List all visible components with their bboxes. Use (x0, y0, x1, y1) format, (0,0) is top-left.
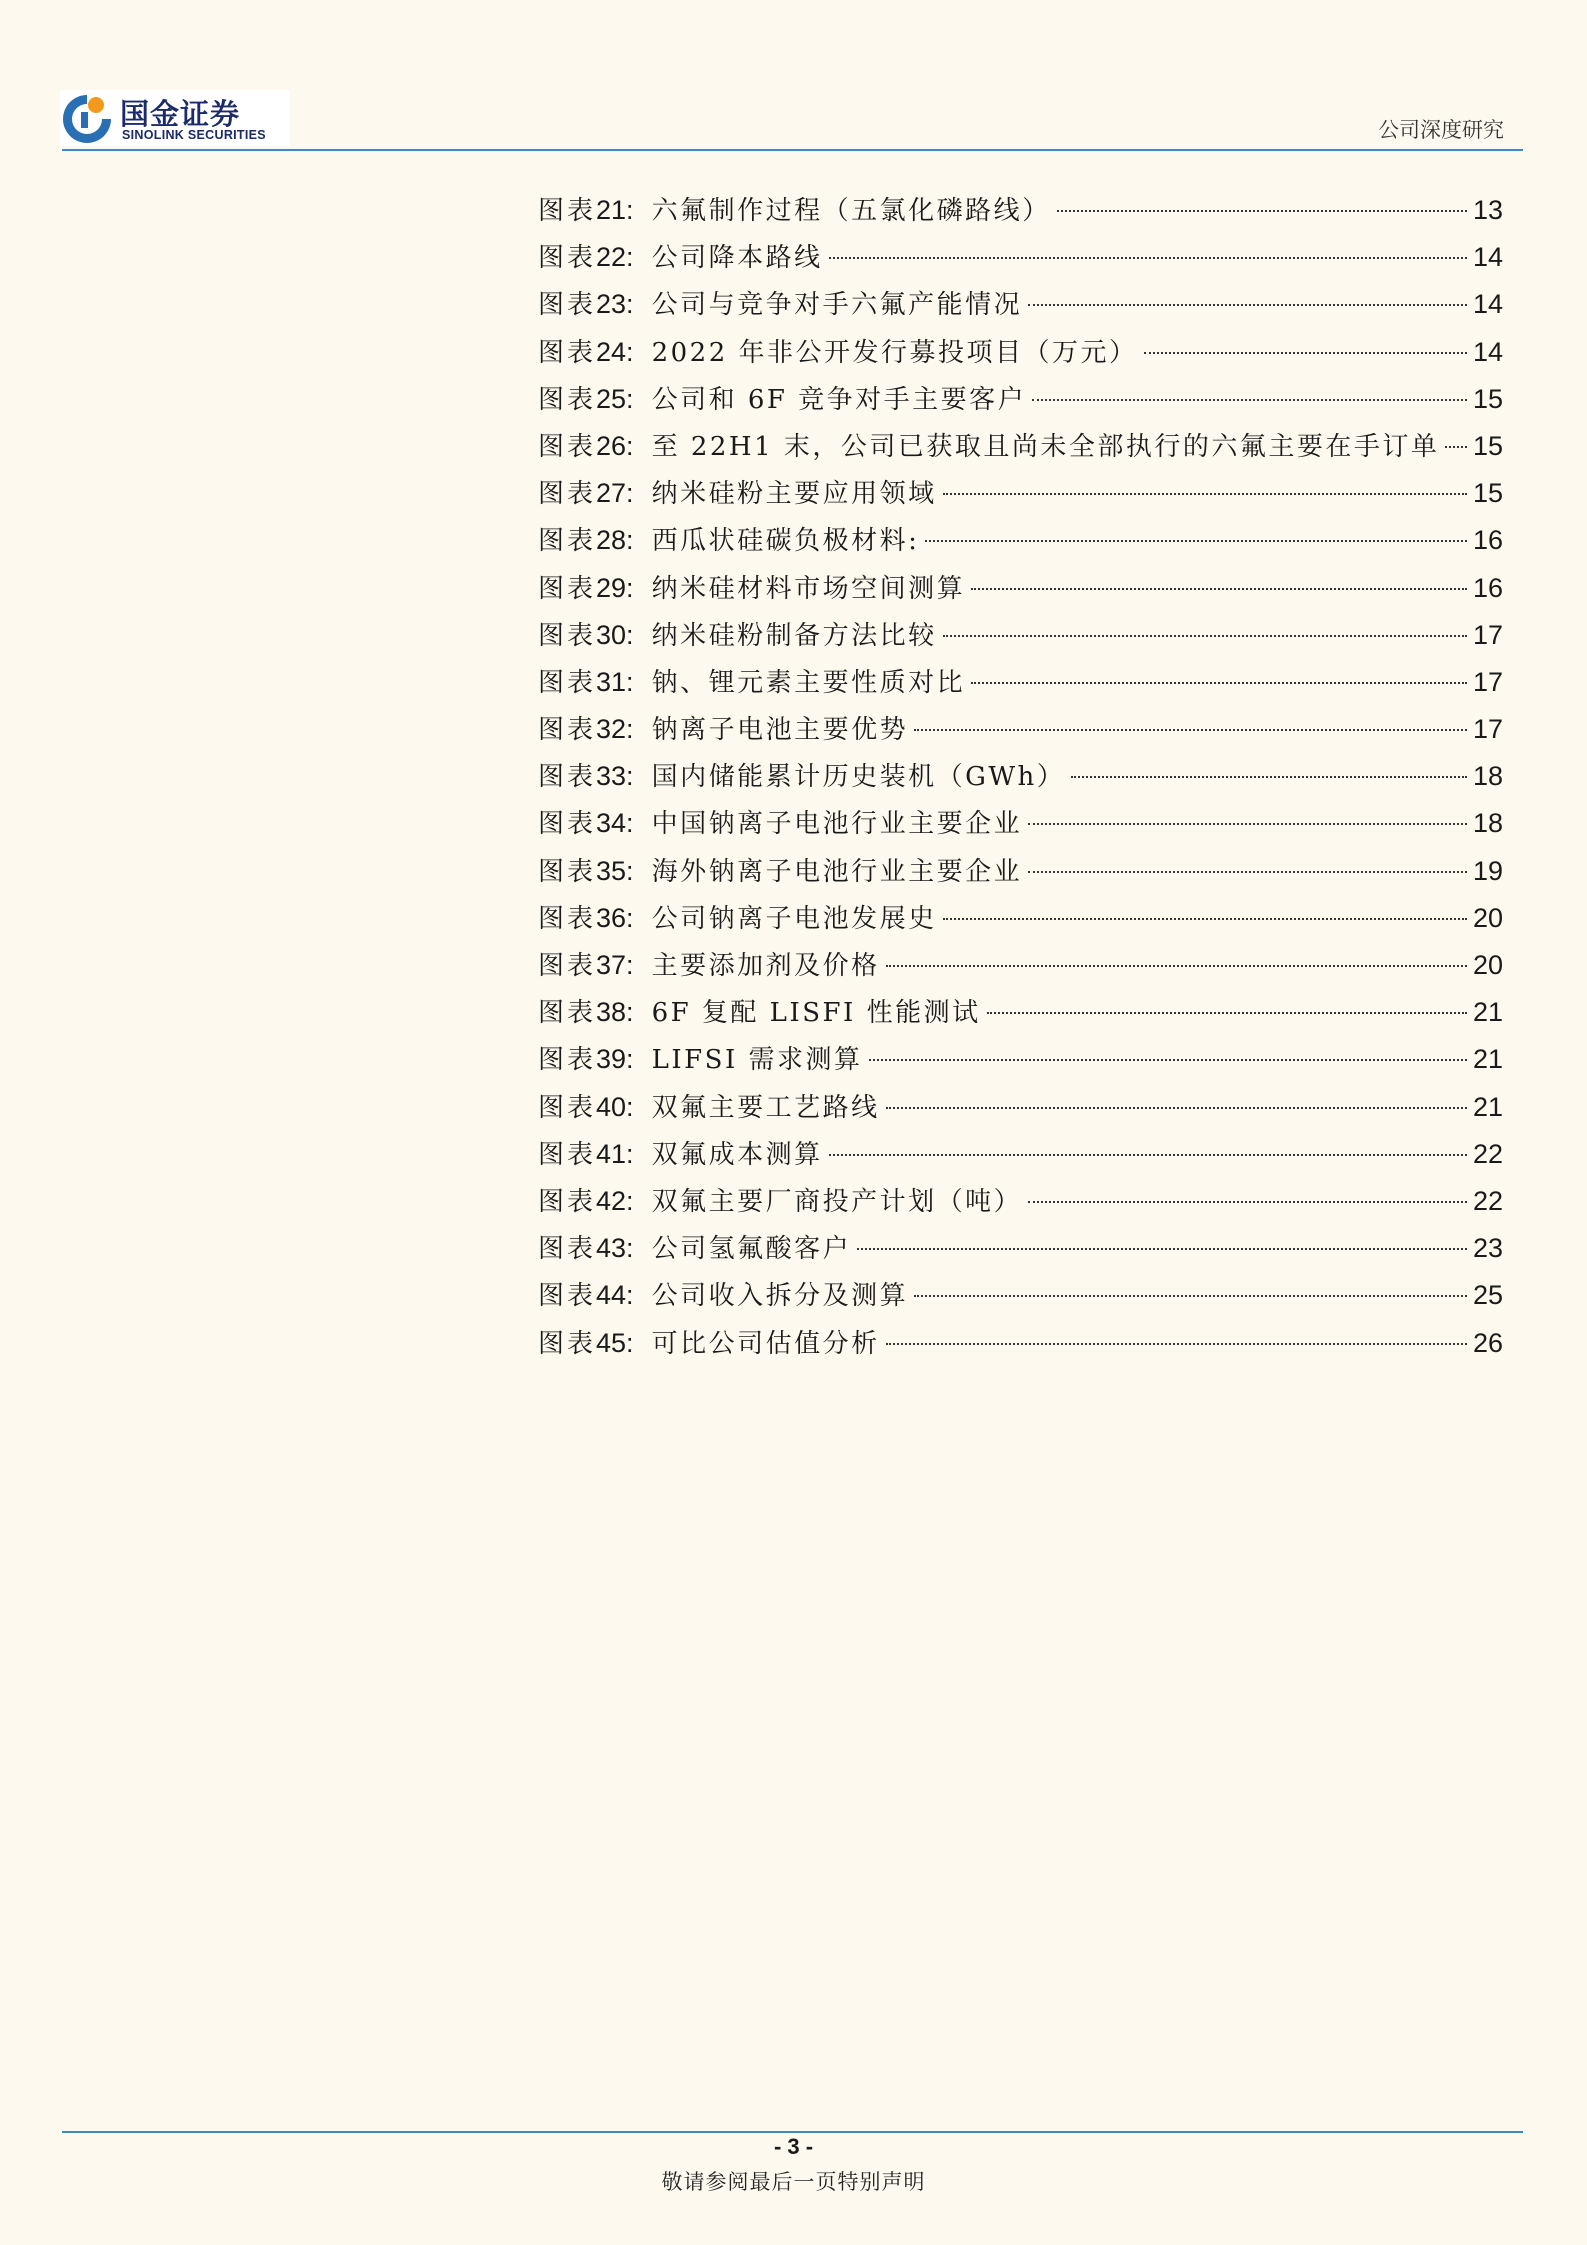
toc-entry-title: 钠、锂元素主要性质对比 (651, 667, 966, 698)
toc-dot-leader (857, 1248, 1467, 1250)
toc-entry-title: 双氟主要工艺路线 (651, 1092, 880, 1123)
toc-entry-number: 32: (596, 714, 634, 745)
figure-index-list (538, 190, 1503, 1370)
toc-entry-number: 26: (596, 430, 634, 461)
toc-entry-prefix: 图表 (538, 903, 597, 934)
toc-entry-prefix: 图表 (538, 620, 597, 651)
toc-entry-number: 41: (596, 1138, 634, 1169)
toc-entry-page: 16 (1472, 525, 1503, 556)
toc-entry-page: 15 (1472, 478, 1503, 509)
toc-entry-prefix: 图表 (538, 431, 597, 462)
toc-entry-39[interactable] (538, 1039, 1503, 1086)
toc-entry-prefix: 图表 (538, 715, 597, 746)
toc-entry-title: 纳米硅粉主要应用领域 (651, 479, 937, 510)
toc-entry-page: 17 (1472, 619, 1503, 650)
header-divider (62, 149, 1523, 151)
toc-entry-page: 14 (1472, 242, 1503, 273)
toc-entry-page: 22 (1472, 1185, 1503, 1216)
toc-entry-page: 13 (1472, 195, 1503, 225)
toc-entry-title: 公司氢氟酸客户 (651, 1234, 852, 1265)
toc-dot-leader (987, 1012, 1467, 1014)
toc-dot-leader (1028, 871, 1467, 873)
toc-dot-leader (1028, 304, 1467, 306)
toc-entry-page: 18 (1472, 761, 1503, 792)
toc-entry-page: 17 (1472, 666, 1503, 697)
toc-entry-31[interactable] (538, 662, 1503, 709)
toc-entry-42[interactable] (538, 1181, 1503, 1228)
toc-entry-title: 纳米硅材料市场空间测算 (651, 573, 966, 604)
company-logo (60, 90, 290, 146)
toc-entry-title: 主要添加剂及价格 (651, 951, 880, 981)
toc-entry-title: 双氟成本测算 (651, 1139, 823, 1170)
toc-entry-prefix: 图表 (538, 1186, 597, 1217)
toc-entry-title: 中国钠离子电池行业主要企业 (651, 809, 1023, 840)
toc-entry-23[interactable] (538, 284, 1503, 331)
toc-entry-number: 30: (596, 619, 634, 650)
toc-entry-prefix: 图表 (538, 998, 597, 1029)
toc-entry-44[interactable] (538, 1275, 1503, 1322)
toc-entry-page: 16 (1472, 572, 1503, 603)
toc-entry-prefix: 图表 (538, 1045, 597, 1076)
toc-entry-number: 28: (596, 525, 634, 556)
toc-entry-30[interactable] (538, 615, 1503, 662)
logo-chinese-name: 国金证券 (120, 97, 241, 131)
toc-dot-leader (943, 635, 1467, 637)
toc-dot-leader (971, 682, 1467, 684)
toc-entry-26[interactable] (538, 426, 1503, 473)
toc-entry-title: 双氟主要厂商投产计划（吨） (651, 1186, 1023, 1217)
toc-dot-leader (914, 1295, 1467, 1297)
toc-entry-24[interactable] (538, 332, 1503, 379)
toc-entry-prefix: 图表 (538, 1328, 597, 1359)
toc-entry-number: 34: (596, 808, 634, 839)
toc-entry-27[interactable] (538, 473, 1503, 520)
toc-entry-number: 25: (596, 383, 634, 414)
toc-entry-page: 21 (1472, 997, 1503, 1028)
toc-entry-prefix: 图表 (538, 809, 597, 840)
toc-entry-title: 纳米硅粉制备方法比较 (651, 620, 937, 651)
toc-entry-43[interactable] (538, 1228, 1503, 1275)
toc-entry-28[interactable] (538, 520, 1503, 567)
toc-entry-title: 西瓜状硅碳负极材料: (651, 526, 920, 557)
toc-entry-title: 六氟制作过程（五氯化磷路线） (651, 196, 1051, 226)
toc-entry-prefix: 图表 (538, 337, 597, 368)
page-number: - 3 - (773, 2134, 814, 2159)
toc-entry-prefix: 图表 (538, 526, 597, 557)
toc-entry-page: 14 (1472, 336, 1503, 367)
toc-dot-leader (943, 493, 1467, 495)
toc-entry-title: 至 22H1 末，公司已获取且尚未全部执行的六氟主要在手订单 (651, 431, 1440, 462)
toc-entry-page: 14 (1472, 289, 1503, 320)
toc-dot-leader (1445, 446, 1467, 448)
toc-entry-page: 18 (1472, 808, 1503, 839)
toc-dot-leader (886, 1343, 1467, 1345)
toc-entry-title: 钠离子电池主要优势 (651, 715, 909, 746)
toc-entry-page: 19 (1472, 855, 1503, 886)
page-header (0, 0, 1587, 160)
logo-english-name: SINOLINK SECURITIES (122, 128, 266, 142)
toc-entry-22[interactable] (538, 237, 1503, 284)
toc-dot-leader (914, 729, 1467, 731)
toc-entry-page: 21 (1472, 1044, 1503, 1075)
toc-entry-page: 15 (1472, 383, 1503, 414)
toc-entry-41[interactable] (538, 1134, 1503, 1181)
disclaimer-note: 敬请参阅最后一页特别声明 (661, 2170, 926, 2194)
toc-entry-number: 29: (596, 572, 634, 603)
toc-dot-leader (1032, 399, 1467, 401)
toc-entry-page: 23 (1472, 1233, 1503, 1264)
toc-dot-leader (886, 965, 1467, 967)
toc-dot-leader (829, 1154, 1467, 1156)
toc-entry-number: 21: (596, 195, 634, 225)
toc-entry-prefix: 图表 (538, 290, 597, 321)
toc-entry-title: 公司与竞争对手六氟产能情况 (651, 290, 1023, 321)
toc-entry-title: 6F 复配 LISFI 性能测试 (651, 998, 981, 1029)
toc-entry-number: 24: (596, 336, 634, 367)
toc-entry-number: 38: (596, 997, 634, 1028)
toc-entry-page: 22 (1472, 1138, 1503, 1169)
toc-entry-number: 27: (596, 478, 634, 509)
toc-entry-title: 国内储能累计历史装机（GWh） (651, 762, 1066, 793)
toc-entry-page: 17 (1472, 714, 1503, 745)
toc-dot-leader (1028, 823, 1467, 825)
toc-dot-leader (1028, 1201, 1467, 1203)
toc-entry-number: 22: (596, 242, 634, 273)
toc-entry-prefix: 图表 (538, 951, 597, 981)
toc-entry-title: 公司钠离子电池发展史 (651, 903, 937, 934)
toc-entry-prefix: 图表 (538, 573, 597, 604)
toc-entry-page: 25 (1472, 1280, 1503, 1311)
toc-entry-37[interactable] (538, 945, 1503, 992)
toc-dot-leader (829, 257, 1467, 259)
toc-entry-36[interactable] (538, 898, 1503, 945)
toc-dot-leader (1057, 210, 1467, 212)
toc-entry-prefix: 图表 (538, 1139, 597, 1170)
toc-entry-number: 36: (596, 902, 634, 933)
toc-entry-34[interactable] (538, 803, 1503, 850)
toc-entry-prefix: 图表 (538, 1234, 597, 1265)
toc-entry-title: 2022 年非公开发行募投项目（万元） (651, 337, 1138, 368)
toc-entry-prefix: 图表 (538, 1092, 597, 1123)
toc-entry-number: 31: (596, 666, 634, 697)
toc-dot-leader (869, 1059, 1467, 1061)
toc-entry-title: 公司收入拆分及测算 (651, 1281, 909, 1312)
toc-entry-21[interactable] (538, 190, 1503, 237)
toc-entry-number: 42: (596, 1185, 634, 1216)
toc-entry-45[interactable] (538, 1323, 1503, 1370)
toc-dot-leader (971, 588, 1467, 590)
footer-divider (62, 2131, 1523, 2133)
toc-entry-number: 35: (596, 855, 634, 886)
toc-entry-title: 公司降本路线 (651, 243, 823, 274)
toc-entry-prefix: 图表 (538, 667, 597, 698)
toc-dot-leader (943, 918, 1467, 920)
toc-entry-number: 40: (596, 1091, 634, 1122)
toc-entry-prefix: 图表 (538, 243, 597, 274)
toc-entry-number: 37: (596, 950, 634, 980)
toc-entry-page: 26 (1472, 1327, 1503, 1358)
toc-dot-leader (1144, 352, 1467, 354)
toc-dot-leader (1071, 776, 1467, 778)
toc-dot-leader (925, 540, 1467, 542)
toc-entry-prefix: 图表 (538, 479, 597, 510)
toc-entry-number: 44: (596, 1280, 634, 1311)
toc-entry-title: 可比公司估值分析 (651, 1328, 880, 1359)
toc-entry-page: 21 (1472, 1091, 1503, 1122)
toc-entry-29[interactable] (538, 568, 1503, 615)
toc-entry-number: 33: (596, 761, 634, 792)
report-type-label: 公司深度研究 (1378, 118, 1504, 142)
toc-entry-number: 39: (596, 1044, 634, 1075)
toc-entry-title: 公司和 6F 竞争对手主要客户 (651, 384, 1027, 415)
toc-entry-page: 20 (1472, 950, 1503, 980)
toc-entry-prefix: 图表 (538, 1281, 597, 1312)
toc-dot-leader (886, 1107, 1467, 1109)
toc-entry-page: 20 (1472, 902, 1503, 933)
toc-entry-33[interactable] (538, 756, 1503, 803)
toc-entry-prefix: 图表 (538, 762, 597, 793)
toc-entry-number: 43: (596, 1233, 634, 1264)
toc-entry-40[interactable] (538, 1087, 1503, 1134)
toc-entry-prefix: 图表 (538, 384, 597, 415)
toc-entry-25[interactable] (538, 379, 1503, 426)
toc-entry-prefix: 图表 (538, 856, 597, 887)
toc-entry-title: LIFSI 需求测算 (651, 1045, 863, 1076)
toc-entry-page: 15 (1472, 430, 1503, 461)
toc-entry-35[interactable] (538, 851, 1503, 898)
toc-entry-number: 45: (596, 1327, 634, 1358)
toc-entry-32[interactable] (538, 709, 1503, 756)
logo-emblem-icon (60, 90, 116, 146)
toc-entry-38[interactable] (538, 992, 1503, 1039)
toc-entry-prefix: 图表 (538, 196, 597, 226)
toc-entry-title: 海外钠离子电池行业主要企业 (651, 856, 1023, 887)
toc-entry-number: 23: (596, 289, 634, 320)
